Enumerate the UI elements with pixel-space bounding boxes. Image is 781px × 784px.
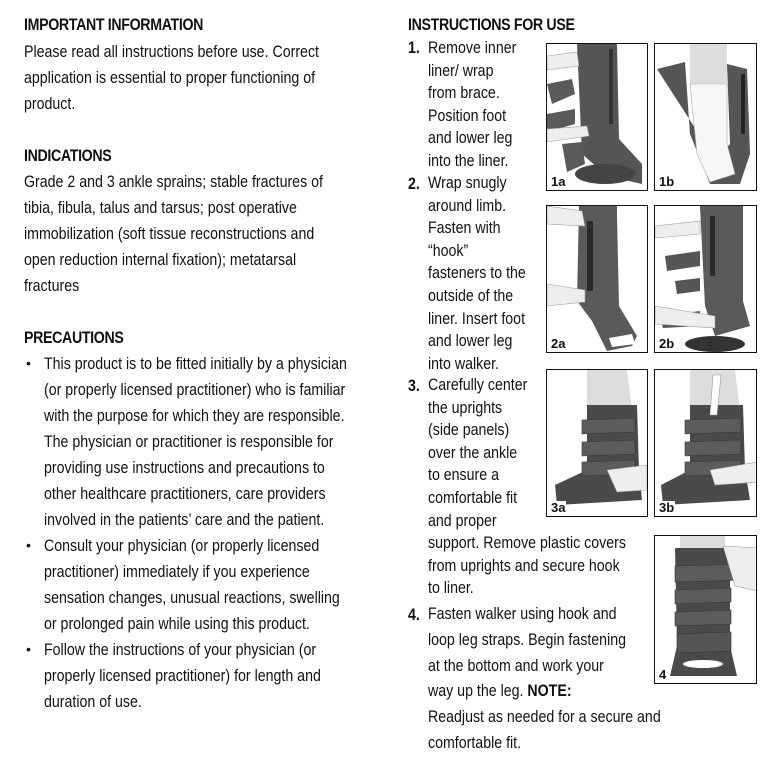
bullet-icon: • — [26, 537, 31, 553]
text-line: “hook” — [428, 241, 469, 260]
text-line: Wrap snugly — [428, 174, 507, 192]
text-line: (or properly licensed practitioner) who is familiar — [44, 381, 346, 399]
leg-into-walker-illustration-icon — [655, 206, 757, 353]
wrapped-liner-illustration-icon — [547, 206, 648, 353]
text-line: sensation changes, unusual reactions, swelling — [44, 589, 340, 607]
text-line: open reduction internal fixation); metatarsal — [24, 251, 297, 269]
instructions-heading: INSTRUCTIONS FOR USE — [408, 16, 575, 34]
important-information-heading: IMPORTANT INFORMATION — [24, 16, 204, 34]
precaution-item-1 — [44, 351, 347, 533]
foot-in-liner-illustration-icon — [655, 44, 757, 191]
bullet-icon: • — [26, 355, 31, 371]
text-line: Readjust as needed for a secure and — [428, 708, 661, 727]
text-line: Grade 2 and 3 ankle sprains; stable fractures of — [24, 173, 323, 191]
text-line: tibia, fibula, talus and tarsus; post operative — [24, 199, 297, 217]
text-line: immobilization (soft tissue reconstructions and — [24, 225, 315, 243]
text-line: into the liner. — [428, 151, 509, 170]
step-number: 2. — [408, 175, 420, 193]
text-line: or prolonged pain while using this product. — [44, 615, 310, 633]
figure-label: 3a — [551, 500, 566, 515]
precautions-heading: PRECAUTIONS — [24, 329, 124, 347]
text-line: around limb. — [428, 196, 507, 215]
text-line: The physician or practitioner is responsible for — [44, 433, 334, 451]
text-line: the uprights — [428, 398, 503, 417]
text-line: and lower leg — [428, 332, 513, 351]
figure-3a — [546, 369, 648, 517]
text-line: Please read all instructions before use. Correct — [24, 43, 319, 61]
figure-4 — [654, 535, 757, 684]
step-1-text — [428, 37, 516, 172]
text-line: to liner. — [428, 579, 474, 598]
text-line: Position foot — [428, 106, 507, 125]
text-line: and lower leg — [428, 129, 513, 147]
text-line: comfortable fit. — [428, 733, 522, 752]
step-number: 1. — [408, 39, 420, 57]
text-line: support. Remove plastic covers — [428, 534, 626, 553]
fasten-straps-illustration-icon — [655, 536, 757, 684]
text-line: fractures — [24, 277, 80, 295]
figure-label: 4 — [659, 667, 667, 682]
text-line: liner. Insert foot — [428, 309, 526, 328]
figure-label: 2a — [551, 336, 566, 351]
text-line: outside of the — [428, 286, 514, 305]
text-line: duration of use. — [44, 693, 142, 711]
precaution-item-2 — [44, 533, 340, 637]
text-line: fasteners to the — [428, 264, 526, 283]
text-line: with the purpose for which they are responsible. — [44, 407, 345, 425]
text-line: comfortable fit — [428, 488, 518, 507]
precaution-item-3 — [44, 637, 321, 715]
text-line: application is essential to proper functioning of — [24, 69, 316, 87]
text-line: other healthcare practitioners, care providers — [44, 485, 326, 503]
text-line: into walker. — [428, 354, 499, 373]
text-line: from brace. — [428, 84, 500, 102]
center-uprights-illustration-icon — [547, 370, 648, 517]
figure-label: 3b — [659, 500, 675, 515]
step-number: 4. — [408, 606, 420, 624]
text-line: (side panels) — [428, 421, 510, 440]
text-line: Consult your physician (or properly licensed — [44, 537, 320, 555]
figure-3b — [654, 369, 757, 517]
text-line: loop leg straps. Begin fastening — [428, 630, 627, 649]
text-fragment: way up the leg. — [428, 682, 528, 701]
figure-1a — [546, 43, 648, 191]
text-line: properly licensed practitioner) for length and — [44, 667, 321, 685]
figure-label: 1a — [551, 174, 566, 189]
text-line: over the ankle — [428, 443, 518, 462]
text-line: to ensure a — [428, 466, 500, 485]
figure-2b — [654, 205, 757, 353]
bullet-icon: • — [26, 641, 31, 657]
figure-label: 1b — [659, 174, 675, 189]
text-line: involved in the patients’ care and the patient. — [44, 511, 325, 529]
text-line: product. — [24, 95, 76, 113]
figure-1b — [654, 43, 757, 191]
important-information-text — [24, 39, 319, 117]
text-line: Remove inner — [428, 39, 517, 57]
indications-heading: INDICATIONS — [24, 147, 112, 165]
text-line: This product is to be fitted initially by a physician — [44, 355, 347, 373]
text-line: at the bottom and work your — [428, 656, 604, 675]
step-number: 3. — [408, 377, 420, 395]
text-line: practitioner) immediately if you experience — [44, 563, 310, 581]
step-2-text — [428, 172, 526, 375]
text-line: providing use instructions and precautions to — [44, 459, 325, 477]
indications-text — [24, 169, 323, 299]
text-line: Fasten walker using hook and — [428, 605, 617, 623]
text-line: from uprights and secure hook — [428, 556, 620, 575]
text-line: liner/ wrap — [428, 61, 494, 80]
step-4-text — [428, 602, 661, 757]
brace-illustration-icon — [547, 44, 648, 191]
note-label: NOTE: — [527, 682, 572, 701]
text-line: Fasten with — [428, 219, 501, 238]
figure-label: 2b — [659, 336, 675, 351]
text-line: Carefully center — [428, 376, 528, 394]
text-line: and proper — [428, 511, 497, 530]
text-line — [428, 679, 661, 705]
remove-plastic-covers-illustration-icon — [655, 370, 757, 517]
text-line: Follow the instructions of your physician (or — [44, 641, 317, 659]
figure-2a — [546, 205, 648, 353]
